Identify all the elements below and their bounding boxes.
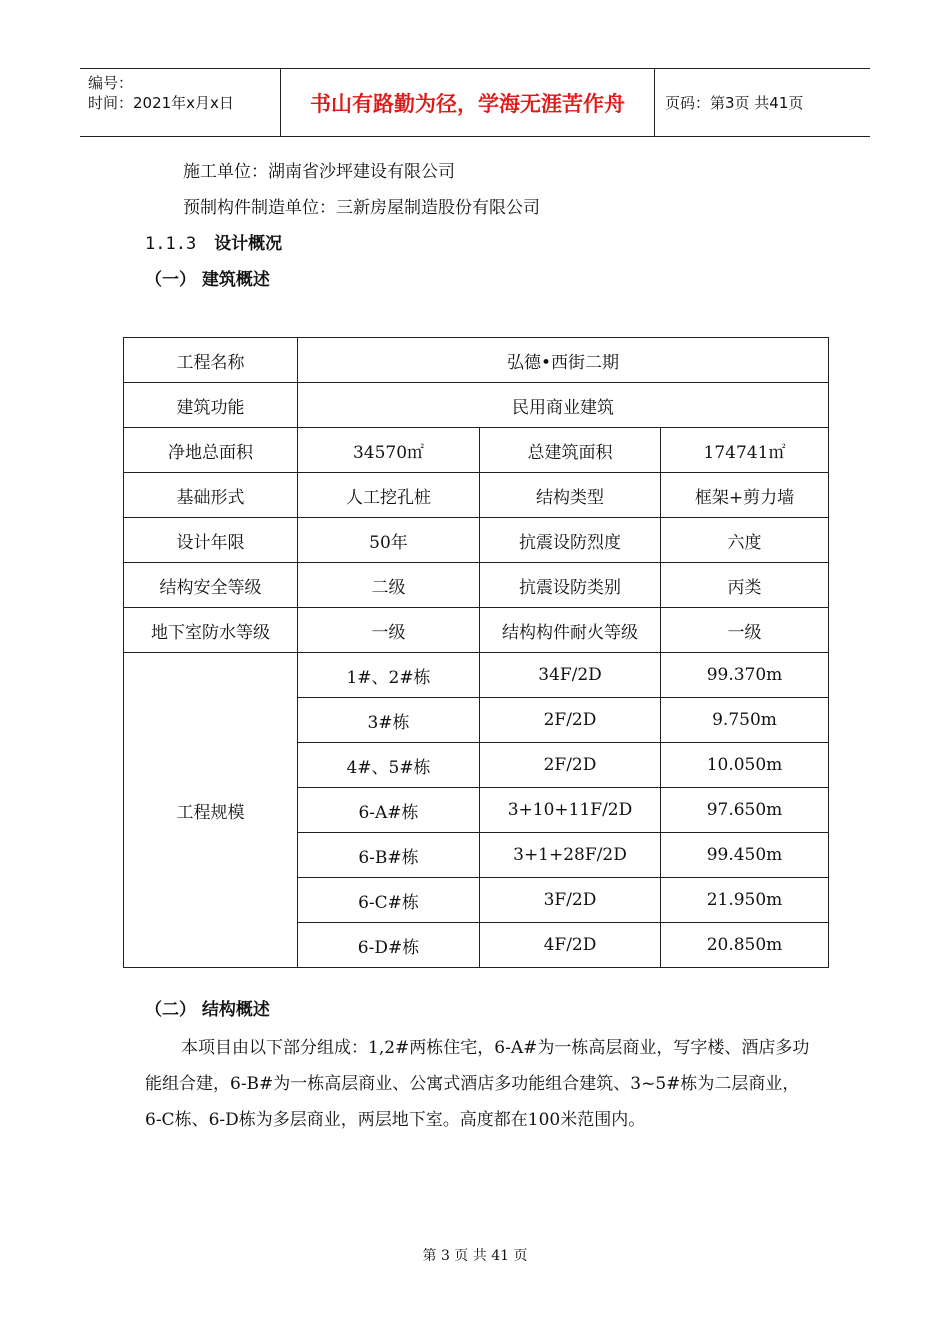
building-height: 21.950m — [661, 878, 829, 923]
building-floors: 3+10+11F/2D — [480, 788, 661, 833]
building-name: 4#、5#栋 — [298, 743, 480, 788]
table-cell-value: 人工挖孔桩 — [298, 473, 480, 518]
header-meta — [80, 69, 281, 136]
table-cell-label: 净地总面积 — [124, 428, 298, 473]
section-title: 设计概况 — [214, 234, 283, 254]
subheading-architecture: （一） 建筑概述 — [145, 270, 270, 290]
building-floors: 2F/2D — [480, 698, 661, 743]
building-name: 6-D#栋 — [298, 923, 480, 968]
section-heading — [145, 232, 282, 256]
subheading-structure: （二） 结构概述 — [145, 1000, 270, 1020]
table-row — [124, 338, 829, 383]
scale-label: 工程规模 — [124, 653, 298, 968]
serial-label: 编号： — [88, 74, 134, 92]
table-cell-value: 丙类 — [661, 563, 829, 608]
table-cell-label: 抗震设防烈度 — [480, 518, 661, 563]
building-floors: 2F/2D — [480, 743, 661, 788]
table-cell-value: 174741㎡ — [661, 428, 829, 473]
building-height: 20.850m — [661, 923, 829, 968]
building-name: 3#栋 — [298, 698, 480, 743]
building-height: 97.650m — [661, 788, 829, 833]
building-height: 99.370m — [661, 653, 829, 698]
table-row — [124, 653, 829, 698]
building-height: 10.050m — [661, 743, 829, 788]
table-cell-value: 一级 — [661, 608, 829, 653]
table-row — [124, 383, 829, 428]
building-height: 9.750m — [661, 698, 829, 743]
building-floors: 3+1+28F/2D — [480, 833, 661, 878]
table-cell-value: 二级 — [298, 563, 480, 608]
table-cell-label: 结构类型 — [480, 473, 661, 518]
page-footer: 第 3 页 共 41 页 — [422, 1248, 528, 1264]
table-row — [124, 608, 829, 653]
header-motto: 书山有路勤为径，学海无涯苦作舟 — [281, 69, 655, 136]
table-row — [124, 518, 829, 563]
building-name: 6-B#栋 — [298, 833, 480, 878]
table-row — [124, 473, 829, 518]
table-cell-value: 50年 — [298, 518, 480, 563]
table-cell-value: 框架+剪力墙 — [661, 473, 829, 518]
project-name-value: 弘德•西街二期 — [298, 338, 829, 383]
table-row — [124, 428, 829, 473]
structure-paragraph — [145, 1030, 810, 1138]
table-cell-label: 抗震设防类别 — [480, 563, 661, 608]
table-cell-label: 总建筑面积 — [480, 428, 661, 473]
table-cell-label: 建筑功能 — [124, 383, 298, 428]
prefab-unit: 预制构件制造单位：三新房屋制造股份有限公司 — [183, 198, 540, 218]
table-cell-label: 结构安全等级 — [124, 563, 298, 608]
building-name: 6-C#栋 — [298, 878, 480, 923]
table-row — [124, 563, 829, 608]
table-cell-label: 结构构件耐火等级 — [480, 608, 661, 653]
construction-unit: 施工单位：湖南省沙坪建设有限公司 — [183, 162, 455, 182]
section-number: 1.1.3 — [145, 234, 197, 254]
table-cell-label: 基础形式 — [124, 473, 298, 518]
page-header — [80, 68, 870, 137]
building-name: 6-A#栋 — [298, 788, 480, 833]
function-value: 民用商业建筑 — [298, 383, 829, 428]
table-cell-value: 一级 — [298, 608, 480, 653]
table-cell-label: 设计年限 — [124, 518, 298, 563]
building-floors: 3F/2D — [480, 878, 661, 923]
time-label: 时间：2021年x月x日 — [88, 94, 234, 112]
design-overview-table — [123, 337, 829, 968]
header-page-number: 页码：第3页 共41页 — [665, 94, 804, 112]
table-cell-value: 六度 — [661, 518, 829, 563]
table-cell-label: 地下室防水等级 — [124, 608, 298, 653]
table-cell-label: 工程名称 — [124, 338, 298, 383]
structure-text: 本项目由以下部分组成：1,2#两栋住宅，6-A#为一栋高层商业，写字楼、酒店多功能组合建，6-B#为一栋高层商业、公寓式酒店多功能组合建筑、3~5#栋为二层商业，6-C栋、6-D栋为多层商业，两层地下室。高度都在100米范围内。 — [145, 1038, 810, 1130]
building-name: 1#、2#栋 — [298, 653, 480, 698]
table-cell-value: 34570㎡ — [298, 428, 480, 473]
building-floors: 34F/2D — [480, 653, 661, 698]
building-floors: 4F/2D — [480, 923, 661, 968]
building-height: 99.450m — [661, 833, 829, 878]
